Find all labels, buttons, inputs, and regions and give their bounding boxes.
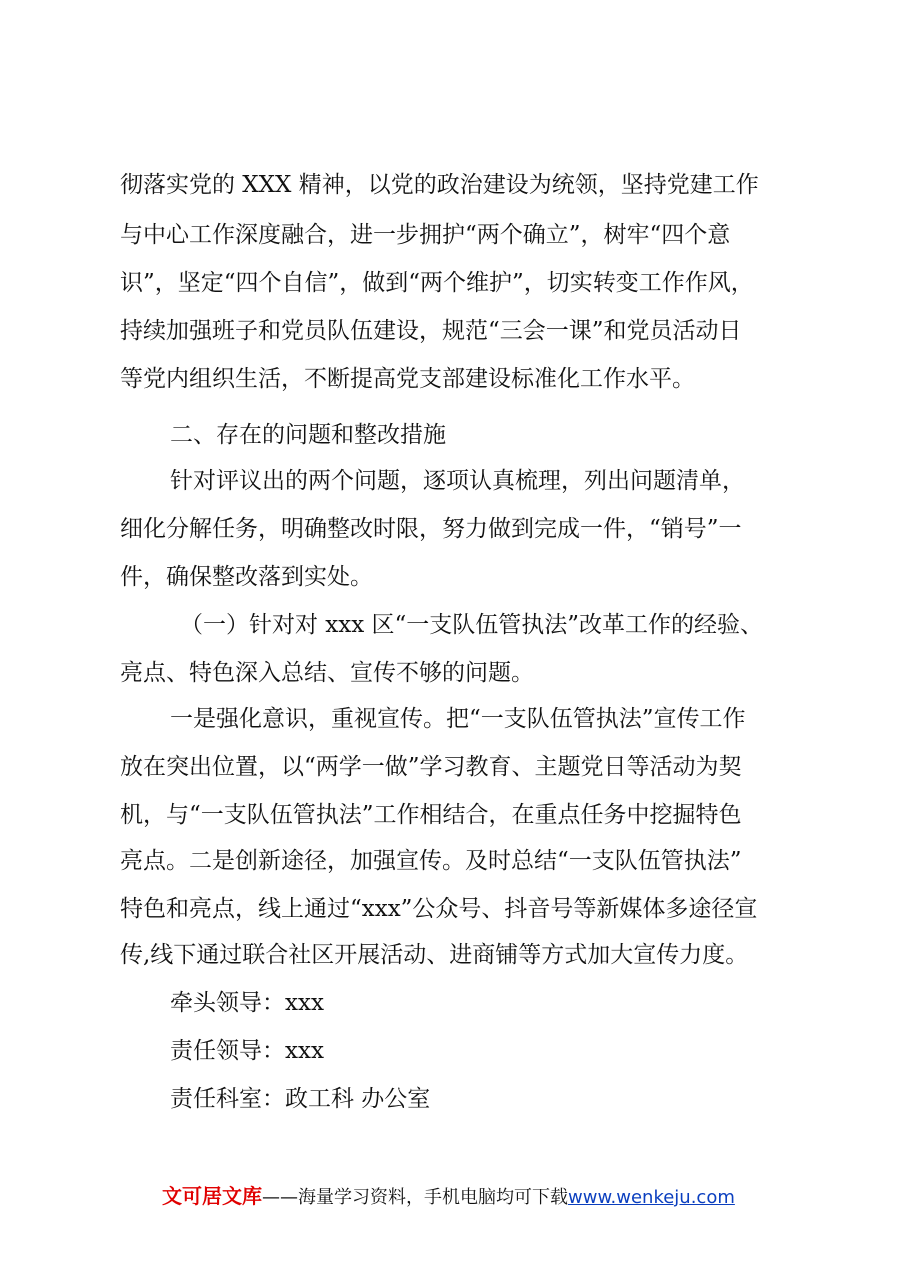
paragraph-line: 针对评议出的两个问题，逐项认真梳理，列出问题清单， <box>170 468 745 494</box>
responsible-office: 责任科室：政工科 办公室 <box>170 1086 431 1112</box>
paragraph-line: 与中心工作深度融合，进一步拥护“两个确立”，树牢“四个意 <box>120 222 731 248</box>
paragraph-line: 彻落实党的 XXX 精神，以党的政治建设为统领，坚持党建工作 <box>120 172 759 198</box>
footer-link[interactable]: www.wenkeju.com <box>568 1187 735 1208</box>
paragraph-line: 放在突出位置，以“两学一做”学习教育、主题党日等活动为契 <box>120 754 742 780</box>
paragraph-line: 特色和亮点，线上通过“xxx”公众号、抖音号等新媒体多途径宣 <box>120 896 758 922</box>
paragraph-line: 持续加强班子和党员队伍建设，规范“三会一课”和党员活动日 <box>120 318 742 344</box>
paragraph-line: 识”，坚定“四个自信”，做到“两个维护”，切实转变工作作风， <box>120 270 754 296</box>
footer-brand: 文可居文库 <box>162 1184 262 1208</box>
paragraph-line: 细化分解任务，明确整改时限，努力做到完成一件，“销号”一 <box>120 516 742 542</box>
paragraph-line: 机，与“一支队伍管执法”工作相结合，在重点任务中挖掘特色 <box>120 802 742 828</box>
footer-slogan: ——海量学习资料，手机电脑均可下载 <box>262 1187 568 1208</box>
subheading: 亮点、特色深入总结、宣传不够的问题。 <box>120 660 534 686</box>
paragraph-line: 传,线下通过联合社区开展活动、进商铺等方式加大宣传力度。 <box>120 942 749 968</box>
paragraph-line: 亮点。二是创新途径，加强宣传。及时总结“一支队伍管执法” <box>120 848 742 874</box>
paragraph-line: 等党内组织生活，不断提高党支部建设标准化工作水平。 <box>120 366 695 392</box>
section-heading: 二、存在的问题和整改措施 <box>170 422 446 448</box>
subheading: （一）针对对 xxx 区“一支队伍管执法”改革工作的经验、 <box>180 612 764 638</box>
footer <box>162 1184 782 1210</box>
responsible-leader: 责任领导：xxx <box>170 1038 324 1064</box>
paragraph-line: 一是强化意识，重视宣传。把“一支队伍管执法”宣传工作 <box>170 706 746 732</box>
lead-leader: 牵头领导：xxx <box>170 990 324 1016</box>
paragraph-line: 件，确保整改落到实处。 <box>120 564 373 590</box>
